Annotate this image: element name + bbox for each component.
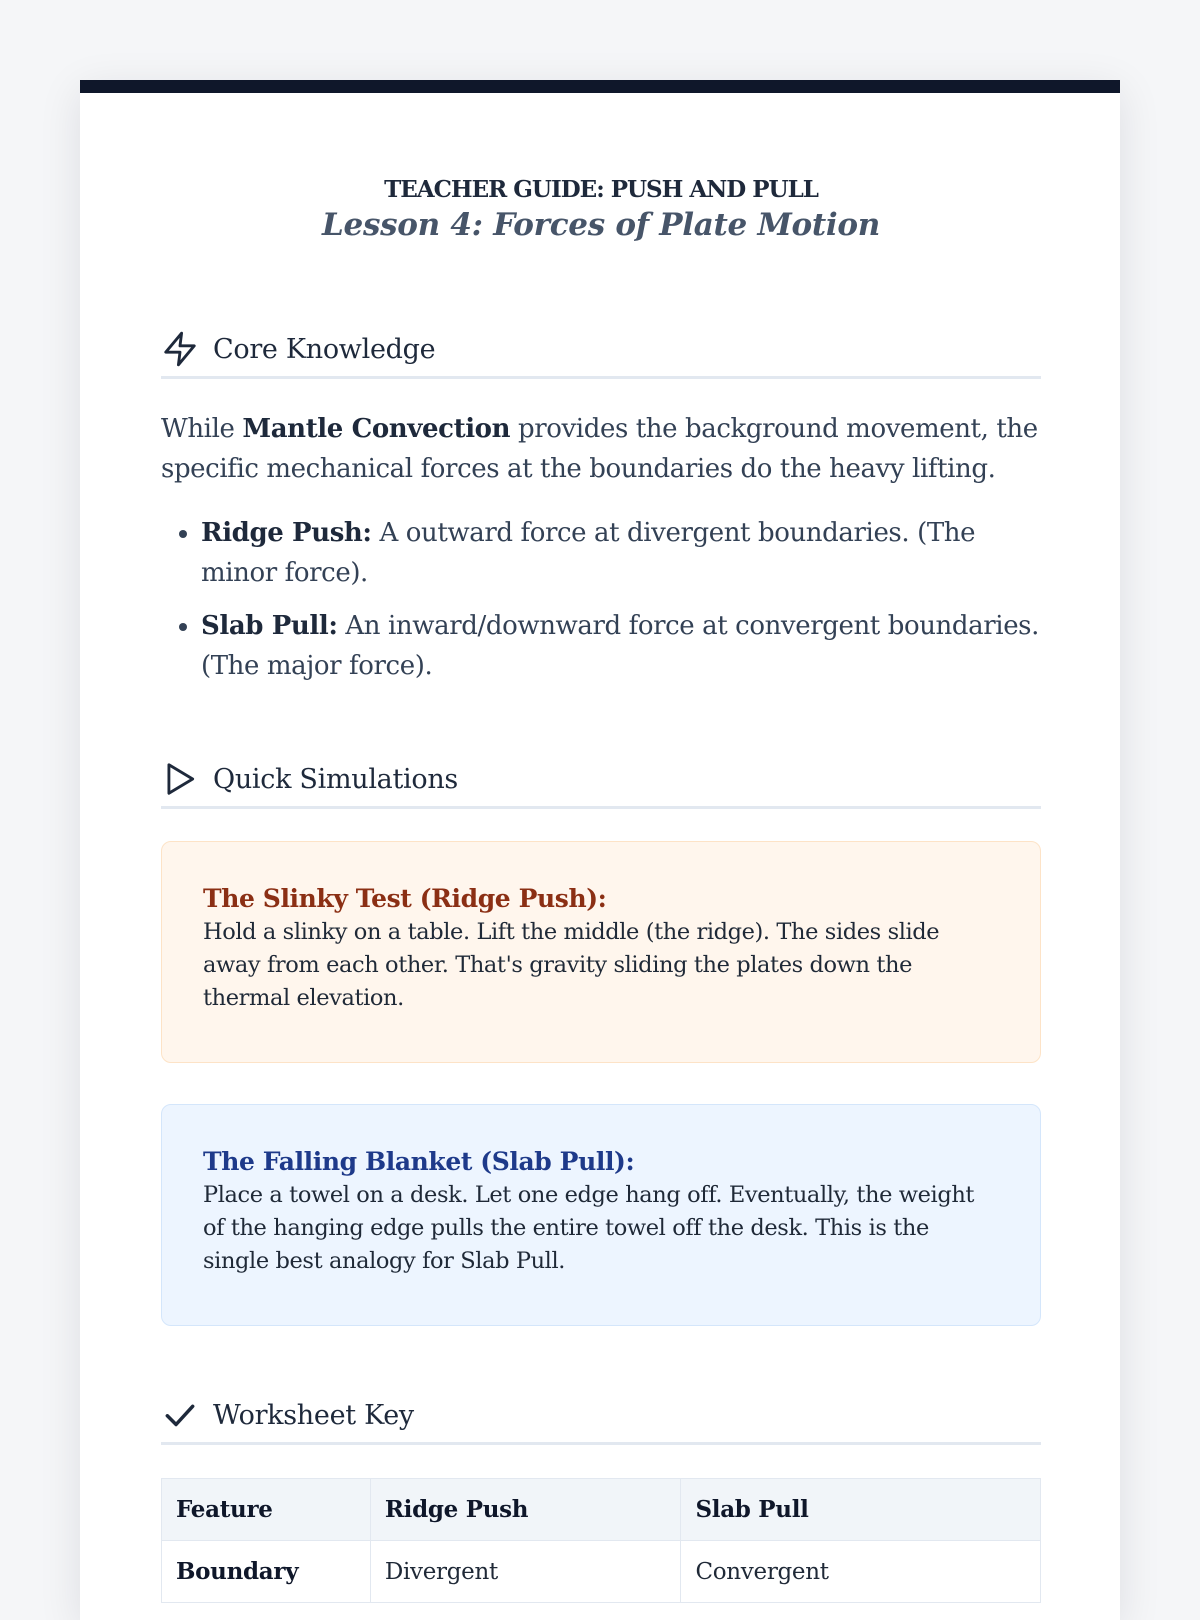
document-header (161, 176, 1041, 243)
bullet-text: An inward/downward force at convergent boundaries. (The major force). (201, 611, 1039, 681)
card-text: Hold a slinky on a table. Lift the middle (the ridge). The sides slide away from each other. That's gravity sliding the plates down the thermal elevation. (203, 919, 940, 1011)
section-title: Core Knowledge (213, 333, 436, 365)
document-page (80, 80, 1120, 1620)
list-item (201, 513, 1041, 593)
intro-text: While (161, 414, 243, 444)
play-icon (161, 760, 199, 798)
simulation-card-blanket (161, 1104, 1041, 1326)
column-header: Feature (162, 1479, 371, 1541)
row-header-cell: Boundary (162, 1541, 371, 1603)
card-text: Place a towel on a desk. Let one edge hang off. Eventually, the weight of the hanging edge pulls the entire towel off the desk. This is the single best analogy for Slab Pull. (203, 1182, 975, 1274)
bullet-term: Ridge Push: (201, 518, 372, 548)
bullet-text: A outward force at divergent boundaries. (The minor force). (201, 518, 976, 588)
column-header: Ridge Push (370, 1479, 681, 1541)
section-title: Quick Simulations (213, 763, 458, 795)
simulation-card-slinky (161, 841, 1041, 1063)
section-header-quick-simulations (161, 752, 1041, 809)
card-title: The Slinky Test (Ridge Push): (203, 884, 607, 913)
column-header: Slab Pull (681, 1479, 1041, 1541)
checkmark-icon (161, 1396, 199, 1434)
table-header-row (162, 1479, 1041, 1541)
card-title: The Falling Blanket (Slab Pull): (203, 1147, 635, 1176)
intro-paragraph (161, 409, 1041, 489)
lightning-bolt-icon (161, 330, 199, 368)
intro-text: provides the background movement, the specific mechanical forces at the boundaries do the heavy lifting. (161, 414, 1038, 484)
section-title: Worksheet Key (213, 1399, 414, 1431)
worksheet-key-table (161, 1478, 1041, 1603)
section-header-core-knowledge (161, 322, 1041, 379)
table-cell: Divergent (370, 1541, 681, 1603)
intro-bold-term: Mantle Convection (242, 414, 511, 444)
bullet-term: Slab Pull: (201, 611, 338, 641)
table-cell: Convergent (681, 1541, 1041, 1603)
section-header-worksheet-key (161, 1388, 1041, 1445)
force-list (161, 513, 1041, 699)
document-label: TEACHER GUIDE: PUSH AND PULL (384, 176, 818, 203)
table-row (162, 1541, 1041, 1603)
document-title: Lesson 4: Forces of Plate Motion (322, 207, 880, 243)
list-item (201, 606, 1041, 686)
